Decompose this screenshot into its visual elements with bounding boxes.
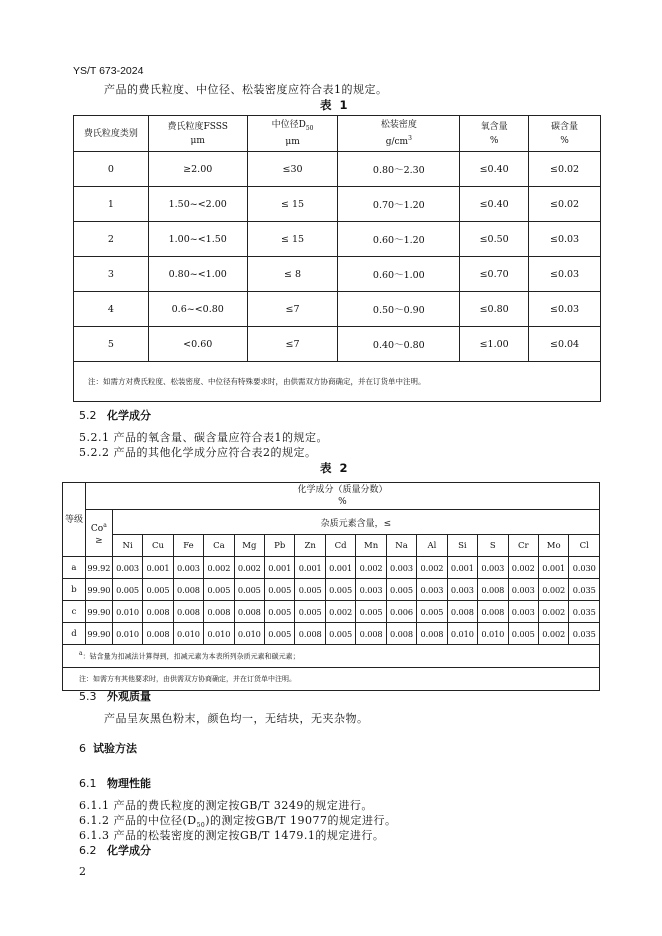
- value-cell: 0.008: [356, 623, 386, 645]
- table1-note: 注：如需方对费氏粒度、松装密度、中位径有特殊要求时，由供需双方协商确定，并在订货单中注明。: [74, 362, 601, 402]
- value-cell: 0.005: [386, 579, 416, 601]
- category-cell: 3: [74, 257, 149, 292]
- fsss-cell: 0.6~<0.80: [148, 292, 247, 327]
- value-cell: 0.003: [417, 579, 447, 601]
- value-cell: 0.035: [569, 623, 600, 645]
- table-2: [62, 482, 600, 691]
- value-cell: 0.008: [234, 601, 264, 623]
- carbon-cell: ≤0.02: [529, 187, 601, 222]
- table2-footnote: a：钴含量为扣减法计算得到，扣减元素为本表所列杂质元素和碳元素；: [63, 645, 600, 668]
- table1-header-density: 松装密度 $g/cm^3$: [338, 116, 460, 152]
- d50-cell: ≤ 8: [247, 257, 338, 292]
- intro-text: 产品的费氏粒度、中位径、松装密度应符合表1的规定。: [104, 83, 388, 96]
- co-cell: 99.90: [85, 623, 112, 645]
- element-header: Mg: [234, 535, 264, 557]
- d50-cell: ≤7: [247, 327, 338, 362]
- value-cell: 0.005: [417, 601, 447, 623]
- table-row: [74, 327, 601, 362]
- carbon-cell: ≤0.03: [529, 292, 601, 327]
- clause-6-1-3: 6.1.3 产品的松装密度的测定按GB/T 1479.1的规定进行。: [79, 829, 385, 842]
- value-cell: 0.005: [265, 579, 295, 601]
- table1-caption: 表 1: [320, 98, 350, 112]
- value-cell: 0.030: [569, 557, 600, 579]
- grade-cell: d: [63, 623, 86, 645]
- table1-header-category: 费氏粒度类别: [74, 116, 149, 152]
- oxygen-cell: ≤0.50: [460, 222, 529, 257]
- d50-cell: ≤ 15: [247, 222, 338, 257]
- value-cell: 0.002: [417, 557, 447, 579]
- value-cell: 0.005: [265, 623, 295, 645]
- value-cell: 0.008: [143, 601, 173, 623]
- value-cell: 0.002: [234, 557, 264, 579]
- value-cell: 0.010: [204, 623, 234, 645]
- element-header: Cd: [325, 535, 355, 557]
- value-cell: 0.003: [447, 579, 477, 601]
- table1-header-carbon: 碳含量 %: [529, 116, 601, 152]
- table-row: [63, 623, 600, 645]
- table1-header-oxygen: 氧含量 %: [460, 116, 529, 152]
- section-5-2-heading: 5.2 化学成分: [79, 409, 151, 422]
- carbon-cell: ≤0.04: [529, 327, 601, 362]
- table2-note: 注：如需方有其他要求时，由供需双方协商确定，并在订货单中注明。: [63, 668, 600, 691]
- value-cell: 0.005: [112, 579, 142, 601]
- value-cell: 0.002: [538, 579, 568, 601]
- value-cell: 0.006: [386, 601, 416, 623]
- page-number: 2: [79, 865, 87, 878]
- value-cell: 0.003: [386, 557, 416, 579]
- value-cell: 0.008: [173, 579, 203, 601]
- table-row: [63, 579, 600, 601]
- clause-5-2-2: 5.2.2 产品的其他化学成分应符合表2的规定。: [79, 446, 317, 459]
- carbon-cell: ≤0.03: [529, 257, 601, 292]
- category-cell: 2: [74, 222, 149, 257]
- value-cell: 0.008: [386, 623, 416, 645]
- chem-header: 化学成分（质量分数） %: [85, 483, 599, 510]
- carbon-cell: ≤0.03: [529, 222, 601, 257]
- value-cell: 0.008: [173, 601, 203, 623]
- value-cell: 0.010: [112, 623, 142, 645]
- density-cell: 0.60～1.00: [338, 257, 460, 292]
- category-cell: 5: [74, 327, 149, 362]
- value-cell: 0.010: [173, 623, 203, 645]
- value-cell: 0.003: [508, 601, 538, 623]
- element-header: Mo: [538, 535, 568, 557]
- density-cell: 0.80～2.30: [338, 152, 460, 187]
- clause-5-2-1: 5.2.1 产品的氧含量、碳含量应符合表1的规定。: [79, 431, 328, 444]
- value-cell: 0.005: [295, 601, 325, 623]
- value-cell: 0.008: [204, 601, 234, 623]
- fsss-cell: 1.50~<2.00: [148, 187, 247, 222]
- table-row: [74, 292, 601, 327]
- co-cell: 99.90: [85, 579, 112, 601]
- value-cell: 0.001: [447, 557, 477, 579]
- element-header: Mn: [356, 535, 386, 557]
- value-cell: 0.008: [447, 601, 477, 623]
- value-cell: 0.005: [508, 623, 538, 645]
- table-row: [74, 257, 601, 292]
- value-cell: 0.003: [478, 557, 508, 579]
- value-cell: 0.005: [265, 601, 295, 623]
- value-cell: 0.005: [356, 601, 386, 623]
- d50-cell: ≤7: [247, 292, 338, 327]
- table2-caption: 表 2: [320, 461, 350, 475]
- value-cell: 0.010: [112, 601, 142, 623]
- co-cell: 99.90: [85, 601, 112, 623]
- standard-code: YS/T 673-2024: [73, 65, 144, 77]
- density-cell: 0.40～0.80: [338, 327, 460, 362]
- grade-cell: b: [63, 579, 86, 601]
- table-row: [74, 152, 601, 187]
- oxygen-cell: ≤0.80: [460, 292, 529, 327]
- section-6-1-heading: 6.1 物理性能: [79, 777, 151, 790]
- value-cell: 0.035: [569, 601, 600, 623]
- table-1: [73, 115, 601, 402]
- section-5-3-heading: 5.3 外观质量: [79, 690, 151, 703]
- value-cell: 0.002: [538, 623, 568, 645]
- value-cell: 0.008: [478, 579, 508, 601]
- oxygen-cell: ≤0.40: [460, 187, 529, 222]
- fsss-cell: ≥2.00: [148, 152, 247, 187]
- density-cell: 0.50～0.90: [338, 292, 460, 327]
- grade-cell: c: [63, 601, 86, 623]
- oxygen-cell: ≤1.00: [460, 327, 529, 362]
- grade-cell: a: [63, 557, 86, 579]
- value-cell: 0.002: [356, 557, 386, 579]
- fsss-cell: 0.80~<1.00: [148, 257, 247, 292]
- value-cell: 0.008: [478, 601, 508, 623]
- category-cell: 0: [74, 152, 149, 187]
- value-cell: 0.002: [325, 601, 355, 623]
- table1-header-fsss: 费氏粒度FSSS μm: [148, 116, 247, 152]
- category-cell: 1: [74, 187, 149, 222]
- d50-cell: ≤30: [247, 152, 338, 187]
- value-cell: 0.008: [417, 623, 447, 645]
- value-cell: 0.010: [234, 623, 264, 645]
- value-cell: 0.005: [234, 579, 264, 601]
- fsss-cell: 1.00~<1.50: [148, 222, 247, 257]
- element-header: Al: [417, 535, 447, 557]
- appearance-text: 产品呈灰黑色粉末，颜色均一，无结块，无夹杂物。: [104, 712, 369, 725]
- table1-header-row: [74, 116, 601, 152]
- element-header: Na: [386, 535, 416, 557]
- value-cell: 0.008: [295, 623, 325, 645]
- impurity-header: 杂质元素含量，≤: [112, 510, 599, 535]
- table-row: [74, 187, 601, 222]
- value-cell: 0.005: [325, 623, 355, 645]
- carbon-cell: ≤0.02: [529, 152, 601, 187]
- value-cell: 0.003: [173, 557, 203, 579]
- value-cell: 0.002: [508, 557, 538, 579]
- element-header: Ca: [204, 535, 234, 557]
- value-cell: 0.001: [325, 557, 355, 579]
- value-cell: 0.005: [325, 579, 355, 601]
- element-header: Cl: [569, 535, 600, 557]
- element-header: Cr: [508, 535, 538, 557]
- value-cell: 0.001: [265, 557, 295, 579]
- element-header: Ni: [112, 535, 142, 557]
- element-header: Si: [447, 535, 477, 557]
- value-cell: 0.005: [295, 579, 325, 601]
- value-cell: 0.035: [569, 579, 600, 601]
- grade-header: 等级: [63, 483, 86, 557]
- co-header: $Co^a$ ≥: [85, 510, 112, 557]
- clause-6-1-1: 6.1.1 产品的费氏粒度的测定按GB/T 3249的规定进行。: [79, 799, 373, 812]
- category-cell: 4: [74, 292, 149, 327]
- value-cell: 0.005: [204, 579, 234, 601]
- co-cell: 99.92: [85, 557, 112, 579]
- d50-cell: ≤ 15: [247, 187, 338, 222]
- table-row: [63, 601, 600, 623]
- value-cell: 0.003: [356, 579, 386, 601]
- value-cell: 0.010: [447, 623, 477, 645]
- oxygen-cell: ≤0.70: [460, 257, 529, 292]
- table-row: [63, 557, 600, 579]
- value-cell: 0.008: [143, 623, 173, 645]
- element-header-row: [63, 535, 600, 557]
- element-header: Cu: [143, 535, 173, 557]
- value-cell: 0.002: [538, 601, 568, 623]
- value-cell: 0.003: [112, 557, 142, 579]
- value-cell: 0.002: [204, 557, 234, 579]
- fsss-cell: <0.60: [148, 327, 247, 362]
- value-cell: 0.001: [295, 557, 325, 579]
- section-6-2-heading: 6.2 化学成分: [79, 844, 151, 857]
- value-cell: 0.010: [478, 623, 508, 645]
- table-row: [74, 222, 601, 257]
- value-cell: 0.005: [143, 579, 173, 601]
- element-header: Fe: [173, 535, 203, 557]
- value-cell: 0.001: [538, 557, 568, 579]
- clause-6-1-2: 6.1.2 产品的中位径$(D_{50})$的测定按GB/T 19077的规定进行。: [79, 814, 397, 830]
- section-6-heading: 6 试验方法: [79, 742, 137, 755]
- density-cell: 0.70～1.20: [338, 187, 460, 222]
- table1-header-d50: 中位径$D_{50}$ μm: [247, 116, 338, 152]
- oxygen-cell: ≤0.40: [460, 152, 529, 187]
- element-header: Pb: [265, 535, 295, 557]
- element-header: Zn: [295, 535, 325, 557]
- element-header: S: [478, 535, 508, 557]
- value-cell: 0.001: [143, 557, 173, 579]
- value-cell: 0.003: [508, 579, 538, 601]
- density-cell: 0.60～1.20: [338, 222, 460, 257]
